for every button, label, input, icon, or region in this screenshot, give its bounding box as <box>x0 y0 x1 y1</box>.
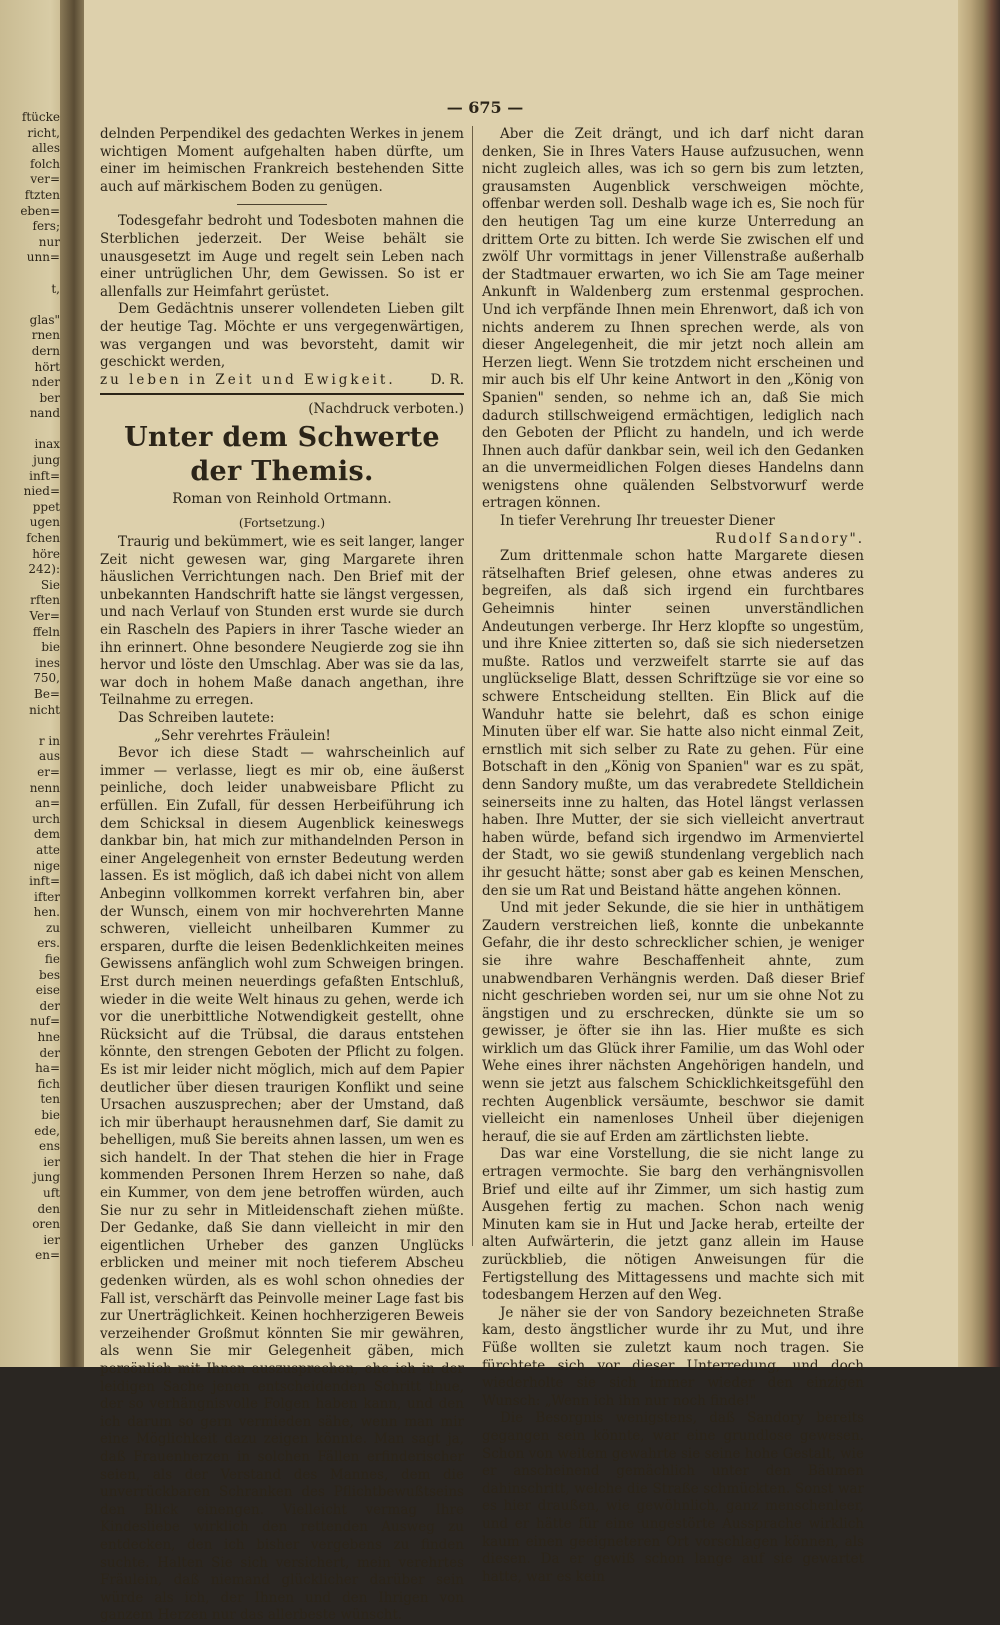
left-fragment-line: nder <box>31 375 60 390</box>
left-fragment-line: ten <box>40 1092 60 1107</box>
left-fragment-line: ens <box>39 1139 60 1154</box>
left-fragment-line: richt, <box>27 125 60 140</box>
page-edge <box>958 0 1000 1367</box>
left-fragment-line: höre <box>32 546 60 561</box>
left-fragment-line: nenn <box>29 780 60 795</box>
left-fragment-line: eben= <box>20 203 60 218</box>
left-column <box>100 126 464 1625</box>
left-fragment-line: nige <box>33 858 60 873</box>
intro-paragraph: delnden Perpendikel des gedachten Werkes in jenem wichtigen Moment aufgehalten haben dürfte, um einer im heimischen Frankreich bestehenden Sitte auch auf märkischem Boden zu genügen. <box>100 126 464 195</box>
left-fragment-line <box>0 297 60 313</box>
left-fragment-line: ier <box>43 1232 60 1247</box>
paragraph <box>100 301 464 371</box>
letter-greeting: „Sehr verehrtes Fräulein! <box>154 727 331 744</box>
left-fragment-line: unn= <box>26 250 60 265</box>
left-fragment-line: Ver= <box>29 609 60 623</box>
left-fragment-line: Sie <box>40 577 60 592</box>
paragraph: Zum drittenmale schon hatte Margarete diesen rätselhaften Brief gelesen, ohne etwas anderes zu begreifen, als daß sich irgend ein furchtbares Geheimnis hinter seinen unverständlichen Andeutungen verberge. Ihr Herz klopfte so ungestüm, und ihre Kniee zitterten so, daß sie sich niedersetzen mußte. Ratlos und verzweifelt starrte sie auf das unglückselige Blatt, dessen Schriftzüge sie vor eine so schwere Entscheidung stellten. Ein Blick auf die Wanduhr hatte sie belehrt, daß es schon einige Minuten über elf war. Sie hatte also nicht einmal Zeit, ernstlich mit sich selber zu Rate zu gehen. Für eine Botschaft in den „König von Spanien" war es zu spät, denn Sandory mußte, um das verabredete Stelldichein seinerseits inne zu halten, das Hotel längst verlassen haben. Ihre Mutter, der sie sich vielleicht anvertraut haben würde, befand sich irgendwo im Armenviertel der Stadt, wo sie gewiß stundenlang vergeblich nach ihr gesucht hätte; sonst aber gab es keinen Menschen, den sie um Rat und Beistand hätte angehen können. <box>482 548 864 899</box>
left-fragment-line: fie <box>44 952 60 967</box>
left-fragment-line: bie <box>41 640 60 655</box>
left-fragment-line: uft <box>43 1185 60 1200</box>
left-fragment-line: r in <box>38 733 60 748</box>
left-fragment-line: ppet <box>32 499 60 514</box>
left-fragment-line <box>0 718 60 734</box>
letter-body: Bevor ich diese Stadt — wahrscheinlich auf immer — verlasse, liegt es mir ob, eine äußerst peinliche, doch leider unabweisbare Pflicht zu erfüllen. Ein Zufall, für dessen Herbeiführung ich dem Schicksal in diesem Augenblick keineswegs dankbar bin, hat mich zur mithandelnden Person in einer Angelegenheit von ernster Bedeutung werden lassen. Es ist möglich, daß ich dabei nicht von allem Anbeginn vollkommen korrekt verfahren bin, aber der Wunsch, einem von mir hochverehrten Manne schweren, vielleicht unheilbaren Kummer zu ersparen, durfte die leisen Bedenklichkeiten meines Gewissens anfänglich wohl zum Schweigen bringen. Erst durch meinen neuerdings gefaßten Entschluß, wieder in die weite Welt hinaus zu gehen, werde ich vor die unerbittliche Notwendigkeit gestellt, ohne Rücksicht auf die Trübsal, die daraus entstehen könnte, den strengen Geboten der Pflicht zu folgen. Es ist mir leider nicht möglich, mich auf dem Papier deutlicher über diesen traurigen Konflikt und seine Ursachen auszusprechen; aber der Umstand, daß ich mir überhaupt herausnehmen darf, Sie damit zu behelligen, muß Sie bereits ahnen lassen, um wen es sich handelt. In der That stehen die hier in Frage kommenden Personen Ihrem Herzen so nahe, daß ein Kummer, von dem jene betroffen würden, auch Sie nur zu sehr in Mitleidenschaft ziehen müßte. Der Gedanke, daß Sie dann vielleicht in mir den eigentlichen Urheber des ganzen Unglücks erblicken und meiner mit noch tieferem Abscheu gedenken würden, als es wohl schon ohnedies der Fall ist, verschärft das Peinvolle meiner Lage fast bis zur Unerträglichkeit. Keinen hochherzigeren Beweis verzeihender Großmut könnten Sie mir gewähren, als wenn Sie mir Gelegenheit gäben, mich persönlich mit Ihnen auszusprechen, ehe ich in der leidigen Sache jenen entscheidenden Schritt thue, der so verhängnisvolle Folgen haben kann, und den ich darum so gern vermieden sähe, wenn man mir eine Möglichkeit dazu zeigen könnte. Man sagt ja, daß Frauenherzen in solchen Fällen erfinderischer seien, als der Verstand des Mannes, dem die unverrückbaren Schranken des Pflichtbewußtseins den Blick einengen. Vielleicht vermag Ihre Kindesliebe wirklich den rettenden Ausweg zu entdecken, den ich bisher vergebens zu finden suchte. Halten Sie sich versichert, mein verehrtes Fräulein, daß niemand glücklicher darüber sein würde als ich, der Ihnen und den Ihrigen von ganzem Herzen nur das allerbeste wünscht. <box>100 745 464 1624</box>
left-fragment-line: nand <box>29 406 60 421</box>
left-fragment-line: glas" <box>29 312 60 327</box>
left-fragment-line: der <box>39 998 60 1013</box>
paragraph-text: Dem Gedächtnis unserer vollendeten Lieben gilt der heutige Tag. Möchte er uns vergegenwärtigen, was vergangen und was bevorsteht, damit wir geschickt werden, <box>100 301 464 371</box>
paragraph: Und mit jeder Sekunde, die sie hier in unthätigem Zaudern verstreichen ließ, konnte die unbekannte Gefahr, die ihr desto schrecklicher schien, je weniger sie ihre wahre Beschaffenheit ahnte, zum unabwendbaren Verhängnis werden. Daß dieser Brief nicht geschrieben worden sei, nur um sie ohne Not zu ängstigen und zu erschrecken, dünkte sie um so gewisser, je öfter sie ihn las. Hier mußte es sich wirklich um das Glück ihrer Familie, um das Wohl oder Wehe eines ihrer nächsten Angehörigen handeln, und wenn sie jetzt aus falschem Schicklichkeitsgefühl den rechten Augenblick versäumte, beschwor sie damit vielleicht ein namenloses Unheil über diejenigen herauf, die sie auf Erden am zärtlichsten liebte. <box>482 900 864 1145</box>
right-column <box>482 126 864 1586</box>
letter-signature: Rudolf Sandory". <box>715 530 864 547</box>
section-separator <box>237 204 327 205</box>
left-fragment-line: t, <box>51 281 60 296</box>
left-fragment-line: ers. <box>37 936 60 951</box>
left-fragment-line: ugen <box>29 515 60 530</box>
left-fragment-line: en= <box>35 1248 60 1263</box>
left-fragment-line: jung <box>33 453 60 468</box>
left-fragment-line: 750, <box>33 671 60 686</box>
left-fragment-line <box>0 266 60 282</box>
spaced-phrase: zu leben in Zeit und Ewigkeit. <box>100 371 396 388</box>
left-fragment-line: aus <box>38 749 60 764</box>
byline: Roman von Reinhold Ortmann. <box>172 490 392 507</box>
left-fragment-line: ier <box>43 1154 60 1169</box>
left-fragment-line: alles <box>31 141 60 156</box>
paragraph: Die Besorgnis wenigstens, daß Sandory bereits gegangen sein könnte, war eine grundlose gewesen. Schon von weitem gewahrte sie seine hohe Gestalt, wie er anscheinend gemächlich unter den Bäumen dahinschritt, welche die Straße schmückten. Sonst war es hier draußen, wie gewöhnlich, ganz menschenleer, und er hätte für eine ungestörte Aussprache wirklich kaum einen geeigneteren Ort vorschlagen können, als diesen. Da er gewiß schon lange auf sie gewartet hatte, war es kein <box>482 1410 864 1585</box>
left-fragment-line: nuf= <box>30 1014 60 1029</box>
left-fragment-line: rften <box>30 593 60 608</box>
paragraph: Todesgefahr bedroht und Todesboten mahnen die Sterblichen jederzeit. Der Weise behält sie unausgesetzt im Auge und regelt sein Leben nach einer untrüglichen Uhr, dem Gewissen. So ist er allenfalls zur Heimfahrt gerüstet. <box>100 213 464 300</box>
left-fragment-line: der <box>39 1045 60 1060</box>
left-fragment-line: dern <box>31 343 60 358</box>
closing-line <box>100 372 464 390</box>
left-fragment-line: folch <box>30 156 60 171</box>
left-fragment-line: ines <box>35 655 60 670</box>
left-fragment-line: an= <box>35 796 60 811</box>
letter-closing: In tiefer Verehrung Ihr treuester Diener <box>500 513 775 530</box>
left-fragment-line: hen. <box>33 905 60 920</box>
left-fragment-line: ede, <box>34 1123 60 1138</box>
left-fragment-line: oren <box>32 1217 60 1232</box>
left-fragment-line: 242): <box>28 562 60 577</box>
paragraph: Das war eine Vorstellung, die sie nicht lange zu ertragen vermochte. Sie barg den verhängnisvollen Brief und eilte auf ihr Zimmer, um sich hastig zum Ausgehen fertig zu machen. Schon nach wenig Minuten kam sie in Hut und Jacke herab, erteilte der alten Aufwärterin, die jetzt ganz allein im Hause zurückblieb, die nötigen Anweisungen für die Fertigstellung des Mittagessens und machte sich mit todesbangem Herzen auf den Weg. <box>482 1146 864 1304</box>
left-fragment-line: ftzten <box>24 187 60 202</box>
author-initials: D. R. <box>430 371 464 388</box>
left-fragment-line: ifter <box>34 889 60 904</box>
left-fragment-line: den <box>37 1201 60 1216</box>
left-fragment-line <box>0 422 60 438</box>
paragraph: Das Schreiben lautete: <box>118 710 275 727</box>
left-fragment-line: rnen <box>31 328 60 343</box>
left-fragment-line: Be= <box>34 686 60 701</box>
paragraph: Je näher sie der von Sandory bezeichneten Straße kam, desto ängstlicher wurde ihr zu Mut, und ihre Füße wollten sie zuletzt kaum noch tragen. Sie fürchtete sich vor dieser Unterredung, und doch wiederholte sie sich immer wieder den einzigen Wunsch: „Wenn ich ihn nur noch finde!" <box>482 1304 864 1409</box>
left-fragment-line: fchen <box>26 531 60 546</box>
article-divider <box>100 393 464 395</box>
novel-title: Unter dem Schwerte der Themis. <box>124 421 440 487</box>
left-fragment-line: dem <box>33 827 60 842</box>
continuation-note: (Fortsetzung.) <box>238 515 326 530</box>
reprint-notice: (Nachdruck verboten.) <box>308 401 464 418</box>
paragraph: Traurig und bekümmert, wie es seit langer, langer Zeit nicht gewesen war, ging Margarete ihren häuslichen Verrichtungen nach. Den Brief mit der unbekannten Handschrift hatte sie längst vergessen, und nach Verlauf von Stunden erst wurde sie durch ein Rascheln des Papiers in ihrer Tasche wieder an ihn erinnert. Ohne besondere Neugierde zog sie ihn hervor und löste den Umschlag. Aber was sie da las, war doch in hohem Maße danach angethan, ihre Teilnahme zu erregen. <box>100 534 464 709</box>
left-fragment-line: bie <box>41 1108 60 1122</box>
column-rule <box>472 126 473 1246</box>
left-fragment-line: fich <box>37 1076 60 1091</box>
left-fragment-line: atte <box>36 842 60 857</box>
left-page-fragments <box>0 110 60 1264</box>
page-number: — 675 — <box>446 98 524 117</box>
left-fragment-line: ver= <box>30 172 60 187</box>
left-fragment-line: er= <box>37 764 60 779</box>
left-fragment-line: nied= <box>23 484 60 499</box>
left-fragment-line: ber <box>39 390 60 405</box>
left-fragment-line: jung <box>33 1170 60 1185</box>
left-fragment-line: urch <box>32 811 60 826</box>
left-fragment-line: bes <box>39 967 60 982</box>
left-fragment-line: inft= <box>29 874 60 889</box>
left-fragment-line: nur <box>38 234 60 249</box>
left-fragment-line: ftücke <box>21 110 60 124</box>
left-fragment-line: fers; <box>32 219 60 234</box>
left-fragment-line: eise <box>35 983 60 998</box>
left-fragment-line: nicht <box>29 702 60 717</box>
left-fragment-line: zu <box>45 920 60 935</box>
left-fragment-line: ha= <box>35 1061 60 1076</box>
left-fragment-line: hne <box>37 1030 60 1045</box>
letter-continuation: Aber die Zeit drängt, und ich darf nicht daran denken, Sie in Ihres Vaters Hause aufzusuchen, wenn nicht zugleich alles, was ich so gern bis zum letzten, grausamsten Augenblick verschweigen möchte, offenbar werden soll. Deshalb wage ich es, Sie noch für den heutigen Tag um eine kurze Unterredung an drittem Orte zu bitten. Ich werde Sie zwischen elf und zwölf Uhr vormittags in jener Villenstraße außerhalb der Stadtmauer erwarten, wo ich Sie am Tage meiner Ankunft in Waldenberg zum erstenmal gesprochen. Und ich verpfände Ihnen mein Ehrenwort, daß ich von nichts anderem zu Ihnen sprechen werde, als von dieser Angelegenheit, die mir jetzt noch allein am Herzen liegt. Wenn Sie trotzdem nicht erscheinen und mir auch bis elf Uhr keine Antwort in den „König von Spanien" senden, so nehme ich an, daß Sie mich dadurch stillschweigend ermächtigen, lediglich nach den Geboten der Pflicht zu handeln, und ich werde Ihnen auch dafür dankbar sein, weil ich den Gedanken an die unvermeidlichen Folgen dieses Handelns dann wenigstens ohne quälenden Selbstvorwurf werde ertragen können. <box>482 126 864 512</box>
left-fragment-line: hört <box>34 359 60 374</box>
left-fragment-line: ffeln <box>32 624 60 639</box>
left-fragment-line: inft= <box>29 468 60 483</box>
left-fragment-line: inax <box>34 437 60 452</box>
